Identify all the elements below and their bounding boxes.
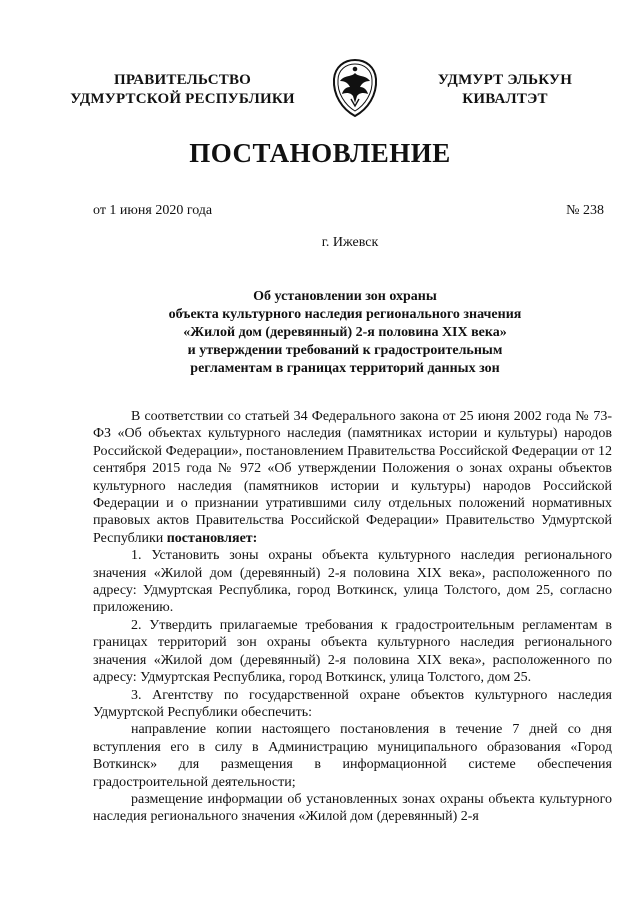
document-body <box>93 408 612 826</box>
header-right-line1: УДМУРТ ЭЛЬКУН <box>437 72 573 88</box>
header-right-line2: КИВАЛТЭТ <box>462 91 548 107</box>
document-number: № 238 <box>566 203 604 218</box>
paragraph-preamble <box>93 408 612 547</box>
paragraph-subitem-1: направление копии настоящего постановления в течение 7 дней со дня вступления его в силу в Администрацию муниципального образования «Город Воткинск» для размещения в информационной системе обеспечения градостроительной деятельности; <box>93 722 612 790</box>
preamble-bold: постановляет: <box>166 530 258 546</box>
subject-line: Об установлении зон охраны <box>253 289 437 304</box>
header-government-udm <box>390 71 620 109</box>
document-subject <box>60 288 630 378</box>
document-title: ПОСТАНОВЛЕНИЕ <box>189 138 451 168</box>
document-date: от 1 июня 2020 года <box>93 203 213 218</box>
paragraph-item-1: 1. Установить зоны охраны объекта культурного наследия регионального значения «Жилой дом (деревянный) 2-я половина XIX века», расположенного по адресу: Удмуртская Республика, город Воткинск, улица Толстого, дом 25, согласно приложению. <box>93 548 612 616</box>
document-city: г. Ижевск <box>321 235 379 250</box>
header-left-line2: УДМУРТСКОЙ РЕСПУБЛИКИ <box>70 91 295 107</box>
subject-line: и утверждении требований к градостроительным <box>187 343 503 358</box>
header-left-line1: ПРАВИТЕЛЬСТВО <box>113 72 252 88</box>
paragraph-item-3: 3. Агентству по государственной охране объектов культурного наследия Удмуртской Республики обеспечить: <box>93 687 612 720</box>
subject-line: «Жилой дом (деревянный) 2-я половина XIX века» <box>183 325 507 340</box>
paragraph-item-2: 2. Утвердить прилагаемые требования к градостроительным регламентам в границах территорий зон охраны объекта культурного наследия регионального значения «Жилой дом (деревянный) 2-я половина XIX века», расположенного по адресу: Удмуртская Республика, город Воткинск, улица Толстого, дом 25. <box>93 617 612 686</box>
header-government-ru <box>70 71 295 109</box>
subject-line: объекта культурного наследия регионального значения <box>168 307 522 322</box>
udmurt-coat-of-arms-icon <box>330 57 380 119</box>
paragraph-subitem-2: размещение информации об установленных зонах охраны объекта культурного наследия регионального значения «Жилой дом (деревянный) 2-я <box>93 791 612 825</box>
preamble-text: В соответствии со статьей 34 Федерального закона от 25 июня 2002 года № 73-ФЗ «Об объектах культурного наследия (памятниках истории и культуры) народов Российской Федерации», постановлением Правительства Российской Федерации от 12 сентября 2015 года № 972 «Об утверждении Положения о зонах охраны объектов культурного наследия (памятников истории и культуры) народов Российской Федерации и о признании утратившими силу отдельных положений нормативных правовых актов Правительства Российской Федерации» Правительство Удмуртской Республики <box>93 409 612 546</box>
subject-line: регламентам в границах территорий данных зон <box>190 361 500 376</box>
